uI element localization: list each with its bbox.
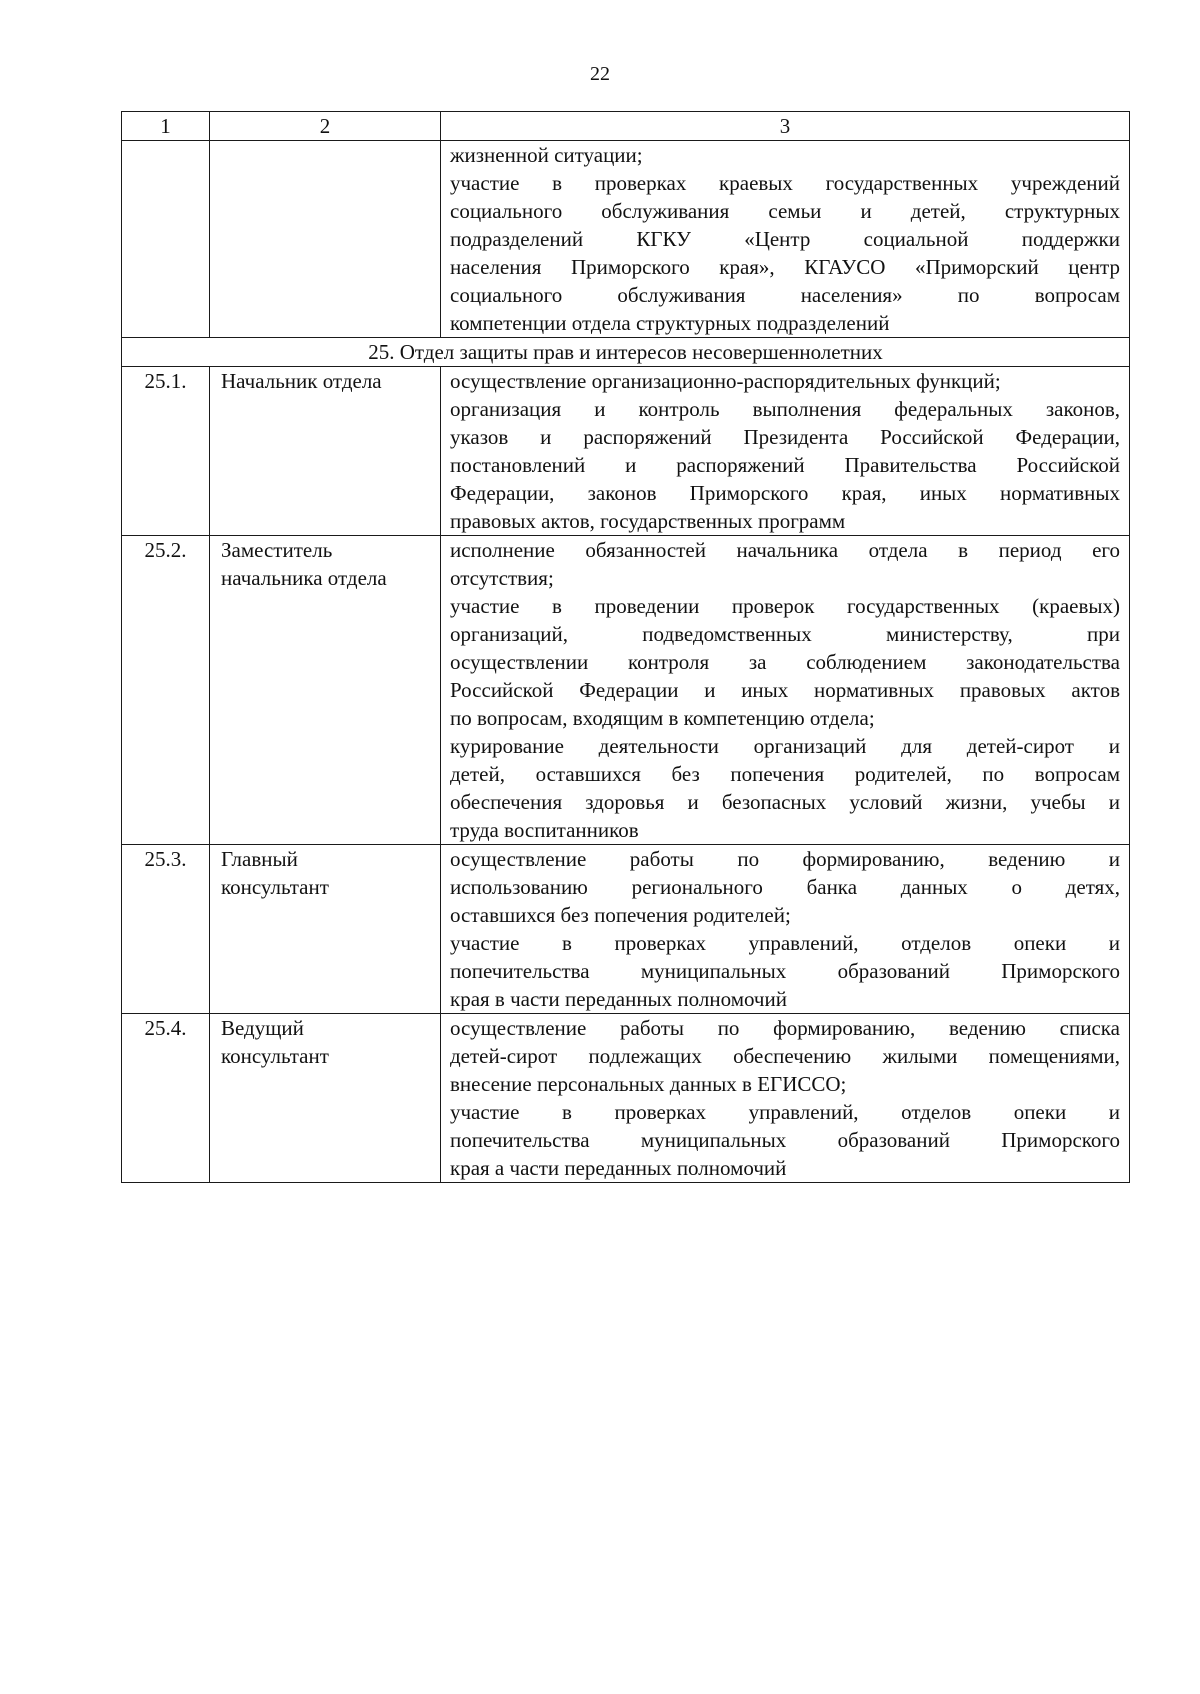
row-number: 25.2. [122,536,210,845]
position-cell [210,1014,441,1183]
position-line: Начальник отдела [221,369,382,393]
duty-line: населения Приморского края», КГАУСО «Приморский центр [450,255,1120,279]
column-number-2: 2 [210,112,441,141]
duty-line: использованию регионального банка данных о детях, [450,875,1120,899]
position-cell [210,536,441,845]
duty-line: участие в проверках управлений, отделов опеки и [450,1100,1120,1124]
position-line: консультант [221,1044,329,1068]
table-row [122,536,1130,845]
duty-line: правовых актов, государственных программ [450,509,846,533]
duty-line: обеспечения здоровья и безопасных условий жизни, учебы и [450,790,1120,814]
duty-line: исполнение обязанностей начальника отдела в период его [450,538,1120,562]
duty-line: осуществлении контроля за соблюдением законодательства [450,650,1120,674]
duty-line: организаций, подведомственных министерству, при [450,622,1120,646]
duty-line: оставшихся без попечения родителей; [450,903,791,927]
column-number-1: 1 [122,112,210,141]
duty-line: попечительства муниципальных образований Приморского [450,959,1120,983]
position-line: Ведущий [221,1016,304,1040]
duty-line: социального обслуживания семьи и детей, структурных [450,199,1120,223]
position-line: Заместитель [221,538,333,562]
duty-line: курирование деятельности организаций для детей-сирот и [450,734,1120,758]
position-cell [210,845,441,1014]
duty-line: организация и контроль выполнения федеральных законов, [450,397,1120,421]
duty-line: компетенции отдела структурных подразделений [450,311,890,335]
section-title: 25. Отдел защиты прав и интересов несовершеннолетних [122,338,1130,367]
duty-line: труда воспитанников [450,818,639,842]
duty-line: края а части переданных полномочий [450,1156,787,1180]
continuation-row [122,141,1130,338]
continuation-number-cell [122,141,210,338]
table-row [122,367,1130,536]
column-number-3: 3 [441,112,1130,141]
continuation-position-cell [210,141,441,338]
duty-line: детей, оставшихся без попечения родителей, по вопросам [450,762,1120,786]
row-number: 25.1. [122,367,210,536]
row-number: 25.4. [122,1014,210,1183]
duty-line: попечительства муниципальных образований Приморского [450,1128,1120,1152]
duty-line: участие в проверках краевых государственных учреждений [450,171,1120,195]
duty-line: края в части переданных полномочий [450,987,787,1011]
position-line: консультант [221,875,329,899]
duties-cell [441,367,1130,536]
column-number-row [122,112,1130,141]
staff-duties-table [121,111,1130,1183]
row-number: 25.3. [122,845,210,1014]
duty-line: отсутствия; [450,566,554,590]
section-header-row [122,338,1130,367]
duty-line: детей-сирот подлежащих обеспечению жилыми помещениями, [450,1044,1120,1068]
duty-line: Федерации, законов Приморского края, иных нормативных [450,481,1120,505]
duty-line: социального обслуживания населения» по вопросам [450,283,1120,307]
duty-line: участие в проверках управлений, отделов опеки и [450,931,1120,955]
duty-line: осуществление работы по формированию, ведению списка [450,1016,1120,1040]
duty-line: осуществление организационно-распорядительных функций; [450,369,1001,393]
duty-line: указов и распоряжений Президента Российской Федерации, [450,425,1120,449]
duties-cell [441,1014,1130,1183]
duty-line: по вопросам, входящим в компетенцию отдела; [450,706,875,730]
duty-line: участие в проведении проверок государственных (краевых) [450,594,1120,618]
duty-line: осуществление работы по формированию, ведению и [450,847,1120,871]
duties-cell [441,845,1130,1014]
duty-line: внесение персональных данных в ЕГИССО; [450,1072,847,1096]
position-cell [210,367,441,536]
duties-cell [441,536,1130,845]
position-line: начальника отдела [221,566,387,590]
position-line: Главный [221,847,298,871]
table-row [122,845,1130,1014]
continuation-duties-cell [441,141,1130,338]
duty-line: постановлений и распоряжений Правительства Российской [450,453,1120,477]
table-row [122,1014,1130,1183]
duty-line: жизненной ситуации; [450,143,643,167]
page-number: 22 [590,63,610,85]
duty-line: Российской Федерации и иных нормативных правовых актов [450,678,1120,702]
duty-line: подразделений КГКУ «Центр социальной поддержки [450,227,1120,251]
